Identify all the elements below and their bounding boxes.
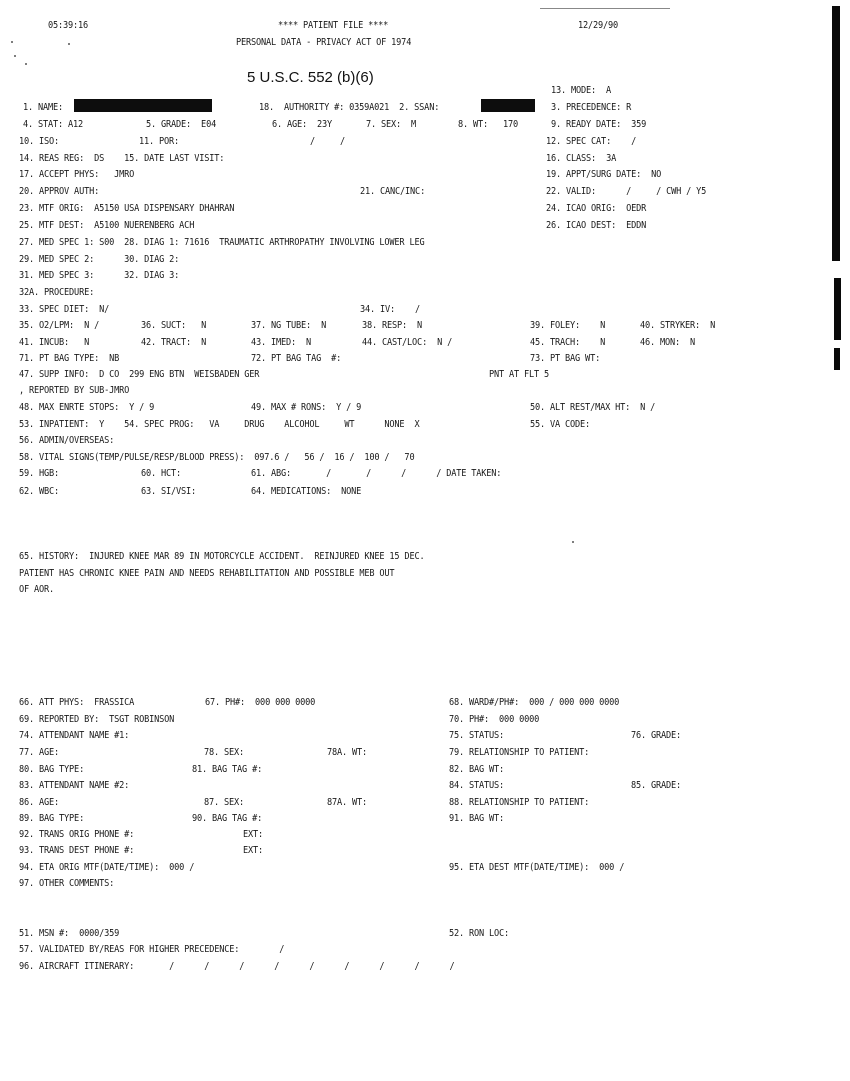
name-redaction [74,99,212,112]
field-medications: 64. MEDICATIONS: NONE [251,486,362,497]
field-imed: 43. IMED: N [251,337,312,348]
field-precedence: 3. PRECEDENCE: R [551,102,632,113]
print-time: 05:39:16 [48,20,89,31]
field-vital-signs: 58. VITAL SIGNS(TEMP/PULSE/RESP/BLOOD PRESS): 097.6 / 56 / 16 / 100 / 70 [19,452,415,463]
scan-speck [25,63,27,65]
field-wbc: 62. WBC: [19,486,60,497]
field-inpatient-spec-prog: 53. INPATIENT: Y 54. SPEC PROG: VA DRUG ALCOHOL WT NONE X [19,419,420,430]
field-eta-orig-mtf: 94. ETA ORIG MTF(DATE/TIME): 000 / [19,862,195,873]
field-attendant-1-bag-wt: 82. BAG WT: [449,764,505,775]
history-line-1: 65. HISTORY: INJURED KNEE MAR 89 IN MOTORCYCLE ACCIDENT. REINJURED KNEE 15 DEC. [19,551,425,562]
field-att-phys: 66. ATT PHYS: FRASSICA [19,697,135,708]
field-admin-overseas: 56. ADMIN/OVERSEAS: [19,435,115,446]
scan-speck [572,541,574,543]
field-max-enrte-stops: 48. MAX ENRTE STOPS: Y / 9 [19,402,155,413]
supp-info-continued: PNT AT FLT 5 [489,369,550,380]
field-validated-by: 57. VALIDATED BY/REAS FOR HIGHER PRECEDENCE: / [19,944,285,955]
scan-speck [11,41,13,43]
field-attendant-1-bag-type: 80. BAG TYPE: [19,764,85,775]
field-reporter-phone: 70. PH#: 000 0000 [449,714,540,725]
scan-speck [14,55,16,57]
privacy-subtitle: PERSONAL DATA - PRIVACY ACT OF 1974 [236,37,412,48]
field-tract: 42. TRACT: N [141,337,207,348]
field-stat: 4. STAT: A12 [23,119,84,130]
field-va-code: 55. VA CODE: [530,419,591,430]
field-attendant-name-1: 74. ATTENDANT NAME #1: [19,730,130,741]
foia-exemption-stamp: 5 U.S.C. 552 (b)(6) [247,69,374,86]
ssan-redaction [481,99,535,112]
field-icao-dest: 26. ICAO DEST: EDDN [546,220,647,231]
field-att-phys-phone: 67. PH#: 000 000 0000 [205,697,316,708]
history-line-3: OF AOR. [19,584,55,595]
field-icao-orig: 24. ICAO ORIG: OEDR [546,203,647,214]
field-appt-surg-date: 19. APPT/SURG DATE: NO [546,169,662,180]
field-o2-lpm: 35. O2/LPM: N / [19,320,100,331]
field-max-rons: 49. MAX # RONS: Y / 9 [251,402,362,413]
field-spec-cat: 12. SPEC CAT: / [546,136,637,147]
field-hct: 60. HCT: [141,468,182,479]
field-alt-rest-max-ht: 50. ALT REST/MAX HT: N / [530,402,656,413]
field-supp-info: 47. SUPP INFO: D CO 299 ENG BTN WEISBADEN GER [19,369,260,380]
field-cast-loc: 44. CAST/LOC: N / [362,337,453,348]
field-approv-auth: 20. APPROV AUTH: [19,186,100,197]
field-med-spec-3-diag-3: 31. MED SPEC 3: 32. DIAG 3: [19,270,180,281]
field-accept-phys: 17. ACCEPT PHYS: JMRO [19,169,135,180]
field-attendant-2-relationship: 88. RELATIONSHIP TO PATIENT: [449,797,590,808]
por-slashes: / / [310,136,346,147]
field-si-vsi: 63. SI/VSI: [141,486,197,497]
field-attendant-1-wt: 78A. WT: [327,747,368,758]
field-pt-bag-tag: 72. PT BAG TAG #: [251,353,342,364]
field-attendant-2-bag-tag: 90. BAG TAG #: [192,813,263,824]
field-mon: 46. MON: N [640,337,696,348]
field-med-spec-1-diag-1: 27. MED SPEC 1: S00 28. DIAG 1: 71616 TRAUMATIC ARTHROPATHY INVOLVING LOWER LEG [19,237,425,248]
field-eta-dest-mtf: 95. ETA DEST MTF(DATE/TIME): 000 / [449,862,625,873]
field-attendant-2-wt: 87A. WT: [327,797,368,808]
field-resp: 38. RESP: N [362,320,423,331]
field-attendant-1-relationship: 79. RELATIONSHIP TO PATIENT: [449,747,590,758]
field-class: 16. CLASS: 3A [546,153,617,164]
field-attendant-1-sex: 78. SEX: [204,747,245,758]
field-reas-reg: 14. REAS REG: DS 15. DATE LAST VISIT: [19,153,225,164]
field-valid: 22. VALID: / / CWH / Y5 [546,186,707,197]
field-attendant-2-bag-type: 89. BAG TYPE: [19,813,85,824]
field-name: 1. NAME: [23,102,64,113]
field-suct: 36. SUCT: N [141,320,207,331]
field-spec-diet: 33. SPEC DIET: N/ [19,304,110,315]
field-foley: 39. FOLEY: N [530,320,606,331]
field-trans-dest-phone: 93. TRANS DEST PHONE #: [19,845,135,856]
field-trans-orig-phone: 92. TRANS ORIG PHONE #: [19,829,135,840]
field-reported-by: 69. REPORTED BY: TSGT ROBINSON [19,714,175,725]
field-attendant-2-grade: 85. GRADE: [631,780,682,791]
field-iso: 10. ISO: [19,136,60,147]
edge-scan-bar-2 [834,278,841,340]
field-ron-loc: 52. RON LOC: [449,928,510,939]
field-trans-orig-ext: EXT: [243,829,264,840]
field-stryker: 40. STRYKER: N [640,320,716,331]
field-attendant-2-sex: 87. SEX: [204,797,245,808]
field-ready-date: 9. READY DATE: 359 [551,119,647,130]
field-incub: 41. INCUB: N [19,337,90,348]
field-ng-tube: 37. NG TUBE: N [251,320,327,331]
field-msn: 51. MSN #: 0000/359 [19,928,120,939]
field-authority-ssan: 18. AUTHORITY #: 0359A021 2. SSAN: [259,102,440,113]
field-attendant-name-2: 83. ATTENDANT NAME #2: [19,780,130,791]
field-attendant-1-age: 77. AGE: [19,747,60,758]
top-scan-mark [540,8,670,9]
field-weight: 8. WT: 170 [458,119,519,130]
field-med-spec-2-diag-2: 29. MED SPEC 2: 30. DIAG 2: [19,254,180,265]
scan-speck [68,43,70,45]
field-canc-inc: 21. CANC/INC: [360,186,426,197]
field-sex: 7. SEX: M [366,119,417,130]
field-mtf-orig: 23. MTF ORIG: A5150 USA DISPENSARY DHAHRAN [19,203,235,214]
field-abg: 61. ABG: / / / / DATE TAKEN: [251,468,502,479]
field-mtf-dest: 25. MTF DEST: A5100 NUERENBERG ACH [19,220,195,231]
field-mode: 13. MODE: A [551,85,612,96]
edge-scan-bar-3 [834,348,840,370]
field-attendant-1-status: 75. STATUS: [449,730,505,741]
field-age: 6. AGE: 23Y [272,119,333,130]
field-other-comments: 97. OTHER COMMENTS: [19,878,115,889]
history-line-2: PATIENT HAS CHRONIC KNEE PAIN AND NEEDS REHABILITATION AND POSSIBLE MEB OUT [19,568,395,579]
field-procedure: 32A. PROCEDURE: [19,287,95,298]
field-ward-phone: 68. WARD#/PH#: 000 / 000 000 0000 [449,697,620,708]
field-trans-dest-ext: EXT: [243,845,264,856]
field-hgb: 59. HGB: [19,468,60,479]
field-attendant-1-grade: 76. GRADE: [631,730,682,741]
field-grade: 5. GRADE: E04 [146,119,217,130]
print-date: 12/29/90 [578,20,619,31]
field-pt-bag-wt: 73. PT BAG WT: [530,353,601,364]
field-por: 11. POR: [139,136,180,147]
field-attendant-2-bag-wt: 91. BAG WT: [449,813,505,824]
supp-info-reported-by: , REPORTED BY SUB-JMRO [19,385,130,396]
field-aircraft-itinerary: 96. AIRCRAFT ITINERARY: / / / / / / / / / [19,961,455,972]
field-attendant-1-bag-tag: 81. BAG TAG #: [192,764,263,775]
field-trach: 45. TRACH: N [530,337,606,348]
field-pt-bag-type: 71. PT BAG TYPE: NB [19,353,120,364]
document-title: **** PATIENT FILE **** [278,20,389,31]
field-iv: 34. IV: / [360,304,421,315]
field-attendant-2-age: 86. AGE: [19,797,60,808]
edge-scan-bar-1 [832,6,840,261]
field-attendant-2-status: 84. STATUS: [449,780,505,791]
